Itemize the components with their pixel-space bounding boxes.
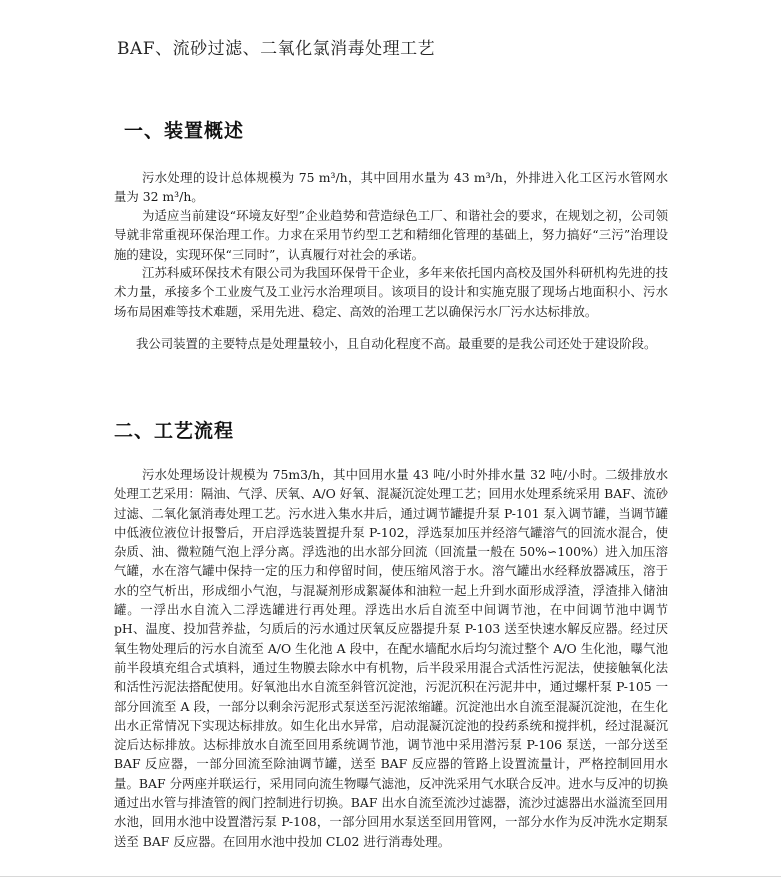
overview-paragraph-features: 我公司装置的主要特点是处理量较小，且自动化程度不高。最重要的是我公司还处于建设阶段。: [136, 336, 657, 351]
section-heading-overview: 一、装置概述: [124, 120, 245, 142]
overview-paragraph-company: 江苏科威环保技术有限公司为我国环保骨干企业，多年来依托国内高校及国外科研机构先进的技术力量，承接多个工业废气及工业污水治理项目。该项目的设计和实施克服了现场占地面积小、污水场布局困难等技术难题，采用先进、稳定、高效的治理工艺以确保污水厂污水达标排放。: [114, 265, 668, 319]
section-heading-process: 二、工艺流程: [114, 420, 235, 442]
overview-paragraph-scale: 污水处理的设计总体规模为 75 m³/h，其中回用水量为 43 m³/h，外排进入化工区污水管网水量为 32 m³/h。: [114, 170, 668, 205]
process-paragraph: 污水处理场设计规模为 75m3/h，其中回用水量 43 吨/小时外排水量 32 吨/小时。二级排放水处理工艺采用：隔油、气浮、厌氧、A/O 好氧、混凝沉淀处理工艺；回用水处理系统采用 BAF、流砂过滤、二氧化氯消毒处理工艺。污水进入集水井后，通过调节罐提升泵 P-101 泵入调节罐，当调节罐中低液位液位计报警后，开启浮选装置提升泵 P-102，浮选泵加压并经溶气罐溶气的回流水混合，使杂质、油、微粒随气泡上浮分离。浮选池的出水部分回流（回流量一般在 50%∽100%）进入加压溶气罐，水在溶气罐中保持一定的压力和停留时间，使压缩风溶于水。溶气罐出水经释放器减压，溶于水的空气析出，形成细小气泡，与混凝剂形成絮凝体和油粒一起上升到水面形成浮渣，浮渣排入储油罐。一浮出水自流入二浮选罐进行再处理。浮选出水后自流至中间调节池，在中间调节池中调节 pH、温度、投加营养盐，匀质后的污水通过厌氧反应器提升泵 P-103 送至快速水解反应器。经过厌氧生物处理后的污水自流至 A/O 生化池 A 段中，在配水墙配水后均匀流过整个 A/O 生化池，曝气池前半段填充组合式填料，通过生物膜去除水中有机物，后半段采用混合式活性污泥法，使接触氧化法和活性污泥法搭配使用。好氧池出水自流至斜管沉淀池，污泥沉积在污泥井中，通过螺杆泵 P-105 一部分回流至 A 段，一部分以剩余污泥形式泵送至污泥浓缩罐。沉淀池出水自流至混凝沉淀池，在生化出水正常情况下实现达标排放。如生化出水异常，启动混凝沉淀池的投药系统和搅拌机，经过混凝沉淀后达标排放。达标排放水自流至回用系统调节池，调节池中采用潜污泵 P-106 泵送，一部分送至 BAF 反应器，一部分回流至除油调节罐，送至 BAF 反应器的管路上设置流量计，严格控制回用水量。BAF 分两座并联运行，采用同向流生物曝气滤池，反冲洗采用气水联合反冲。进水与反冲的切换通过出水管与排渣管的阀门控制进行切换。BAF 出水自流至流沙过滤器，流沙过滤器出水溢流至回用水池，回用水池中设置潜污泵 P-108，一部分回用水泵送至回用管网，一部分水作为反冲洗水定期泵送至 BAF 反应器。在回用水池中投加 CL02 进行消毒处理。: [114, 467, 668, 849]
page-bottom-divider: [0, 876, 781, 877]
overview-paragraph-policy: 为适应当前建设“环境友好型”企业趋势和营造绿色工厂、和谐社会的要求，在规划之初，公司领导就非常重视环保治理工作。力求在采用节约型工艺和精细化管理的基础上，努力搞好“三污”治理设施的建设，实现环保“三同时”，认真履行对社会的承诺。: [114, 208, 668, 262]
document-title: BAF、流砂过滤、二氧化氯消毒处理工艺: [117, 39, 436, 59]
